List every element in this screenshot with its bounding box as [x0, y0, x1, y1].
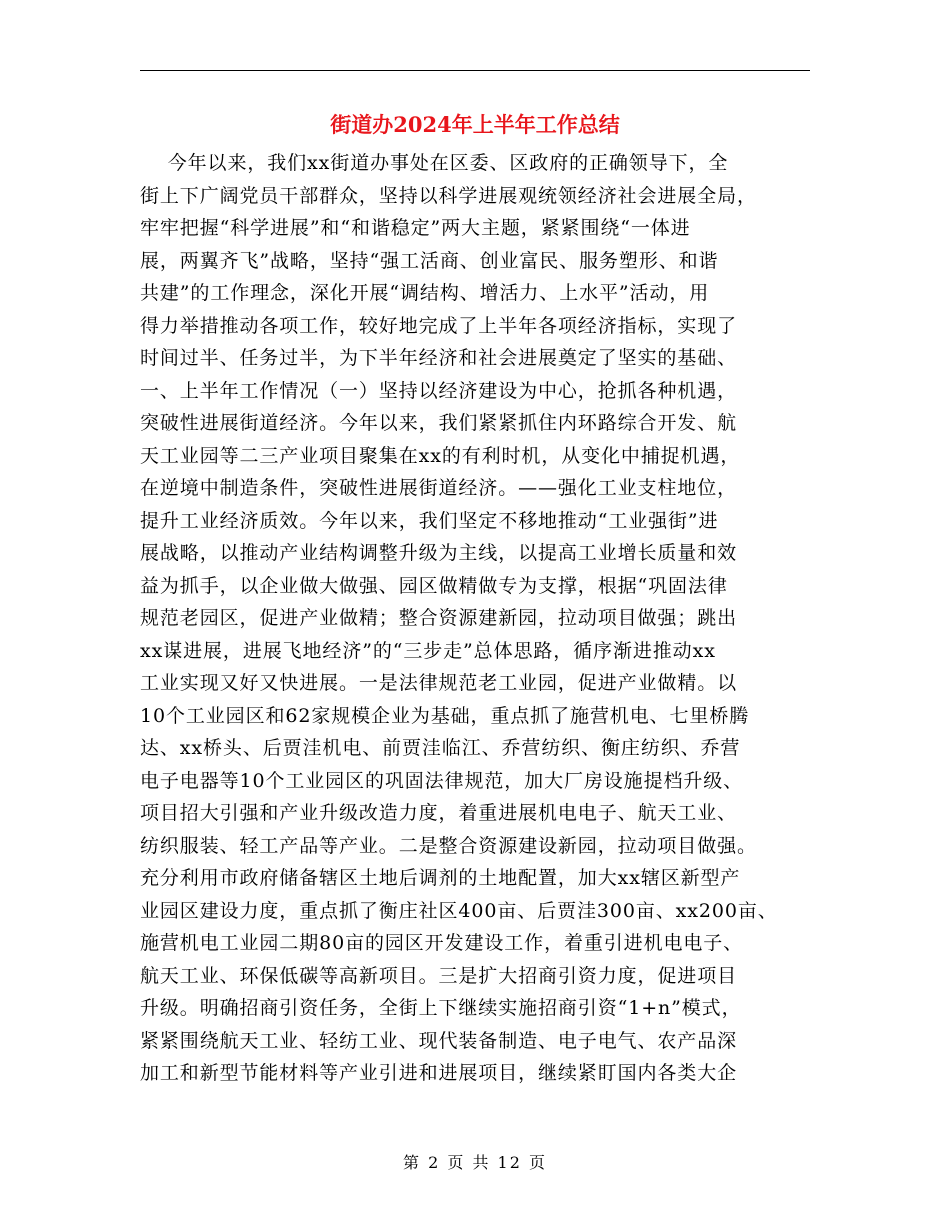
- body-line: 展战略，以推动产业结构调整升级为主线，以提高工业增长质量和效: [140, 542, 738, 564]
- body-line: 益为抓手，以企业做大做强、园区做精做专为支撑，根据“巩固法律: [140, 574, 728, 597]
- body-line: 达、xx桥头、后贾洼机电、前贾洼临江、乔营纺织、衡庄纺织、乔营: [140, 737, 741, 759]
- body-line: 紧紧围绕航天工业、轻纺工业、现代装备制造、电子电气、农产品深: [140, 1029, 738, 1052]
- body-line: 得力举措推动各项工作，较好地完成了上半年各项经济指标，实现了: [140, 314, 738, 337]
- body-line: 一、上半年工作情况（一）坚持以经济建设为中心，抢抓各种机遇，: [140, 379, 738, 402]
- body-line: 升级。明确招商引资任务，全街上下继续实施招商引资“1+n”模式，: [140, 997, 742, 1019]
- body-line: 牢牢把握“科学进展”和“和谐稳定”两大主题，紧紧围绕“一体进: [140, 217, 691, 239]
- body-line: 航天工业、环保低碳等高新项目。三是扩大招商引资力度，促进项目: [140, 964, 738, 987]
- body-line: 电子电器等10个工业园区的巩固法律规范，加大厂房设施提档升级、: [140, 769, 744, 792]
- body-line: 时间过半、任务过半，为下半年经济和社会进展奠定了坚实的基础、: [140, 347, 738, 369]
- body-line: 纺织服装、轻工产品等产业。二是整合资源建设新园，拉动项目做强。: [140, 834, 757, 857]
- body-line: 加工和新型节能材料等产业引进和进展项目，继续紧盯国内各类大企: [140, 1062, 738, 1084]
- body-line: 10个工业园区和62家规模企业为基础，重点抓了施营机电、七里桥腾: [140, 704, 750, 727]
- body-line: 业园区建设力度，重点抓了衡庄社区400亩、后贾洼300亩、xx200亩、: [140, 899, 778, 922]
- page-footer: 第 2 页 共 12 页: [403, 1153, 547, 1172]
- body-line: xx谋进展，进展飞地经济”的“三步走”总体思路，循序渐进推动xx: [140, 639, 716, 662]
- body-line: 共建”的工作理念，深化开展“调结构、增活力、上水平”活动，用: [140, 282, 710, 304]
- body-line: 突破性进展街道经济。今年以来，我们紧紧抓住内环路综合开发、航: [140, 412, 738, 434]
- document-body: [140, 147, 820, 1090]
- body-line: 提升工业经济质效。今年以来，我们坚定不移地推动“工业强街”进: [140, 509, 719, 532]
- body-line: 项目招大引强和产业升级改造力度，着重进展机电电子、航天工业、: [140, 802, 738, 824]
- body-line: 充分利用市政府储备辖区土地后调剂的土地配置，加大xx辖区新型产: [140, 867, 741, 889]
- document-title: 街道办2024年上半年工作总结: [330, 112, 620, 137]
- body-line: 工业实现又好又快进展。一是法律规范老工业园，促进产业做精。以: [140, 672, 738, 694]
- body-line: 天工业园等二三产业项目聚集在xx的有利时机，从变化中捕捉机遇，: [140, 444, 741, 467]
- header-rule: [140, 70, 810, 71]
- body-line: 展，两翼齐飞”战略，坚持“强工活商、创业富民、服务塑形、和谐: [140, 249, 719, 272]
- body-line: 街上下广阔党员干部群众，坚持以科学进展观统领经济社会进展全局，: [140, 184, 757, 207]
- body-line: 规范老园区，促进产业做精；整合资源建新园，拉动项目做强；跳出: [140, 607, 738, 629]
- body-line: 施营机电工业园二期80亩的园区开发建设工作，着重引进机电电子、: [140, 932, 744, 954]
- body-line: 在逆境中制造条件，突破性进展街道经济。——强化工业支柱地位，: [140, 477, 738, 499]
- body-line: 今年以来，我们xx街道办事处在区委、区政府的正确领导下，全: [140, 152, 729, 174]
